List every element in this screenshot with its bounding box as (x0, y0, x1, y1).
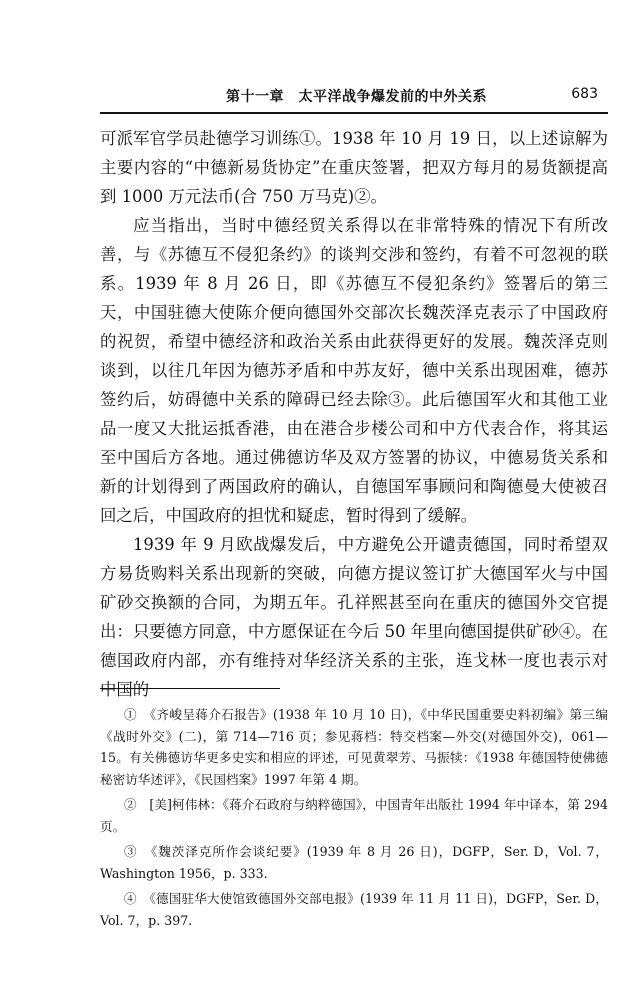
chapter-title: 第十一章 太平洋战争爆发前的中外关系 (226, 89, 487, 105)
paragraph-2: 应当指出，当时中德经贸关系得以在非常特殊的情况下有所改善，与《苏德互不侵犯条约》的谈判交涉和签约，有着不可忽视的联系。1939 年 8 月 26 日，即《苏德互不侵犯条约》签署后的第三天，中国驻德大使陈介便向德国外交部次长魏茨泽克表示了中国政府的祝贺，希望中德经济和政治关系由此获得更好的发展。魏茨泽克则谈到，以往几年因为德苏矛盾和中苏友好，德中关系出现困难，德苏签约后，妨碍德中关系的障碍已经去除③。此后德国军火和其他工业品一度又大批运抵香港，由在港合步楼公司和中方代表合作，将其运至中国后方各地。通过佛德访华及双方签署的协议，中德易货关系和新的计划得到了两国政府的确认，自德国军事顾问和陶德曼大使被召回之后，中国政府的担忧和疑虑，暂时得到了缓解。 (100, 216, 608, 525)
main-text (100, 124, 608, 704)
footnote-3: ③ 《魏茨泽克所作会谈纪要》(1939 年 8 月 26 日)，DGFP，Ser. D，Vol. 7，Washington 1956，p. 333. (100, 844, 608, 881)
paragraph-3: 1939 年 9 月欧战爆发后，中方避免公开谴责德国，同时希望双方易货购料关系出现新的突破，向德方提议签订扩大德国军火与中国矿砂交换额的合同，为期五年。孔祥熙甚至向在重庆的德国外交官提出：只要德方同意，中方愿保证在今后 50 年里向德国提供矿砂④。在德国政府内部，亦有维持对华经济关系的主张，连戈林一度也表示对中国的 (100, 535, 608, 699)
footnote-2: ② [美]柯伟林：《蒋介石政府与纳粹德国》，中国青年出版社 1994 年中译本，第 294 页。 (100, 797, 608, 834)
footnote-1: ① 《齐峻呈蒋介石报告》(1938 年 10 月 10 日)，《中华民国重要史料初编》第三编《战时外交》(二)，第 714—716 页；参见蒋档：特交档案—外交(对德国外交)，061—15。有关佛德访华更多史实和相应的评述，可见黄翠芳、马振犊：《1938 年德国特使佛德秘密访华述评》，《民国档案》1997 年第 4 期。 (100, 707, 608, 787)
page-number: 683 (571, 86, 598, 102)
paragraph-1: 可派军官学员赴德学习训练①。1938 年 10 月 19 日，以上述谅解为主要内容的“中德新易货协定”在重庆签署，把双方每月的易货额提高到 1000 万元法币(合 750 万马克)②。 (100, 129, 608, 206)
header-divider (100, 112, 608, 114)
footnote-4: ④ 《德国驻华大使馆致德国外交部电报》(1939 年 11 月 11 日)，DGFP，Ser. D，Vol. 7，p. 397. (100, 891, 608, 928)
footnotes (100, 704, 608, 935)
page-header (100, 86, 608, 108)
footnote-divider (100, 688, 280, 689)
